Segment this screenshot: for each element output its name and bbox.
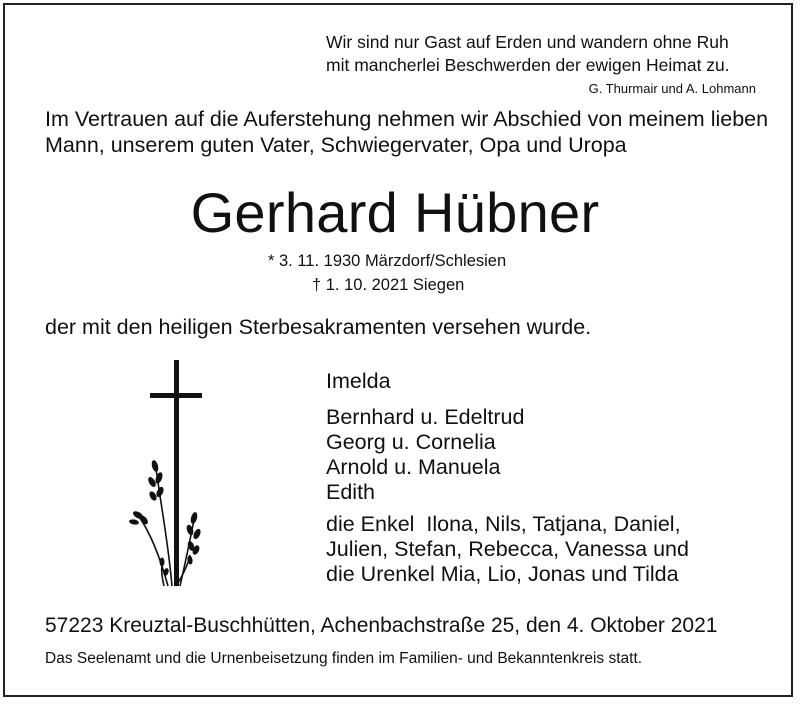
child-entry: Bernhard u. Edeltrud: [326, 405, 525, 429]
poem-line: Wir sind nur Gast auf Erden und wandern ohne Ruh: [326, 32, 729, 52]
grandchildren-line: die Urenkel Mia, Lio, Jonas und Tilda: [326, 562, 679, 586]
family-children: [326, 405, 524, 505]
family-spouse: [326, 369, 391, 394]
address-line: 57223 Kreuztal-Buschhütten, Achenbachstraße 25, den 4. Oktober 2021: [45, 614, 718, 637]
funeral-note: Das Seelenamt und die Urnenbeisetzung finden im Familien- und Bekanntenkreis statt.: [45, 650, 643, 667]
intro-line: Im Vertrauen auf die Auferstehung nehmen wir Abschied von meinem lieben: [45, 107, 769, 131]
child-entry: Arnold u. Manuela: [326, 455, 501, 479]
cross-with-wheat-icon: [128, 360, 238, 590]
intro-line: Mann, unserem guten Vater, Schwiegervater, Opa und Uropa: [45, 133, 627, 157]
family-grandchildren: [326, 512, 689, 587]
poem: [326, 31, 730, 77]
child-entry: Georg u. Cornelia: [326, 430, 496, 454]
deceased-name: Gerhard Hübner: [190, 181, 600, 244]
child-entry: Edith: [326, 480, 376, 504]
sacrament-text: der mit den heiligen Sterbesakramenten versehen wurde.: [45, 315, 592, 339]
intro-text: [45, 106, 768, 158]
grandchildren-line: die Enkel Ilona, Nils, Tatjana, Daniel,: [326, 512, 681, 536]
poem-author: G. Thurmair und A. Lohmann: [588, 81, 756, 96]
grandchildren-line: Julien, Stefan, Rebecca, Vanessa und: [326, 537, 689, 561]
birth-date: * 3. 11. 1930 Märzdorf/Schlesien: [268, 252, 507, 270]
death-date: † 1. 10. 2021 Siegen: [312, 276, 465, 294]
poem-line: mit mancherlei Beschwerden der ewigen Heimat zu.: [326, 55, 730, 75]
spouse-name: Imelda: [326, 369, 391, 393]
